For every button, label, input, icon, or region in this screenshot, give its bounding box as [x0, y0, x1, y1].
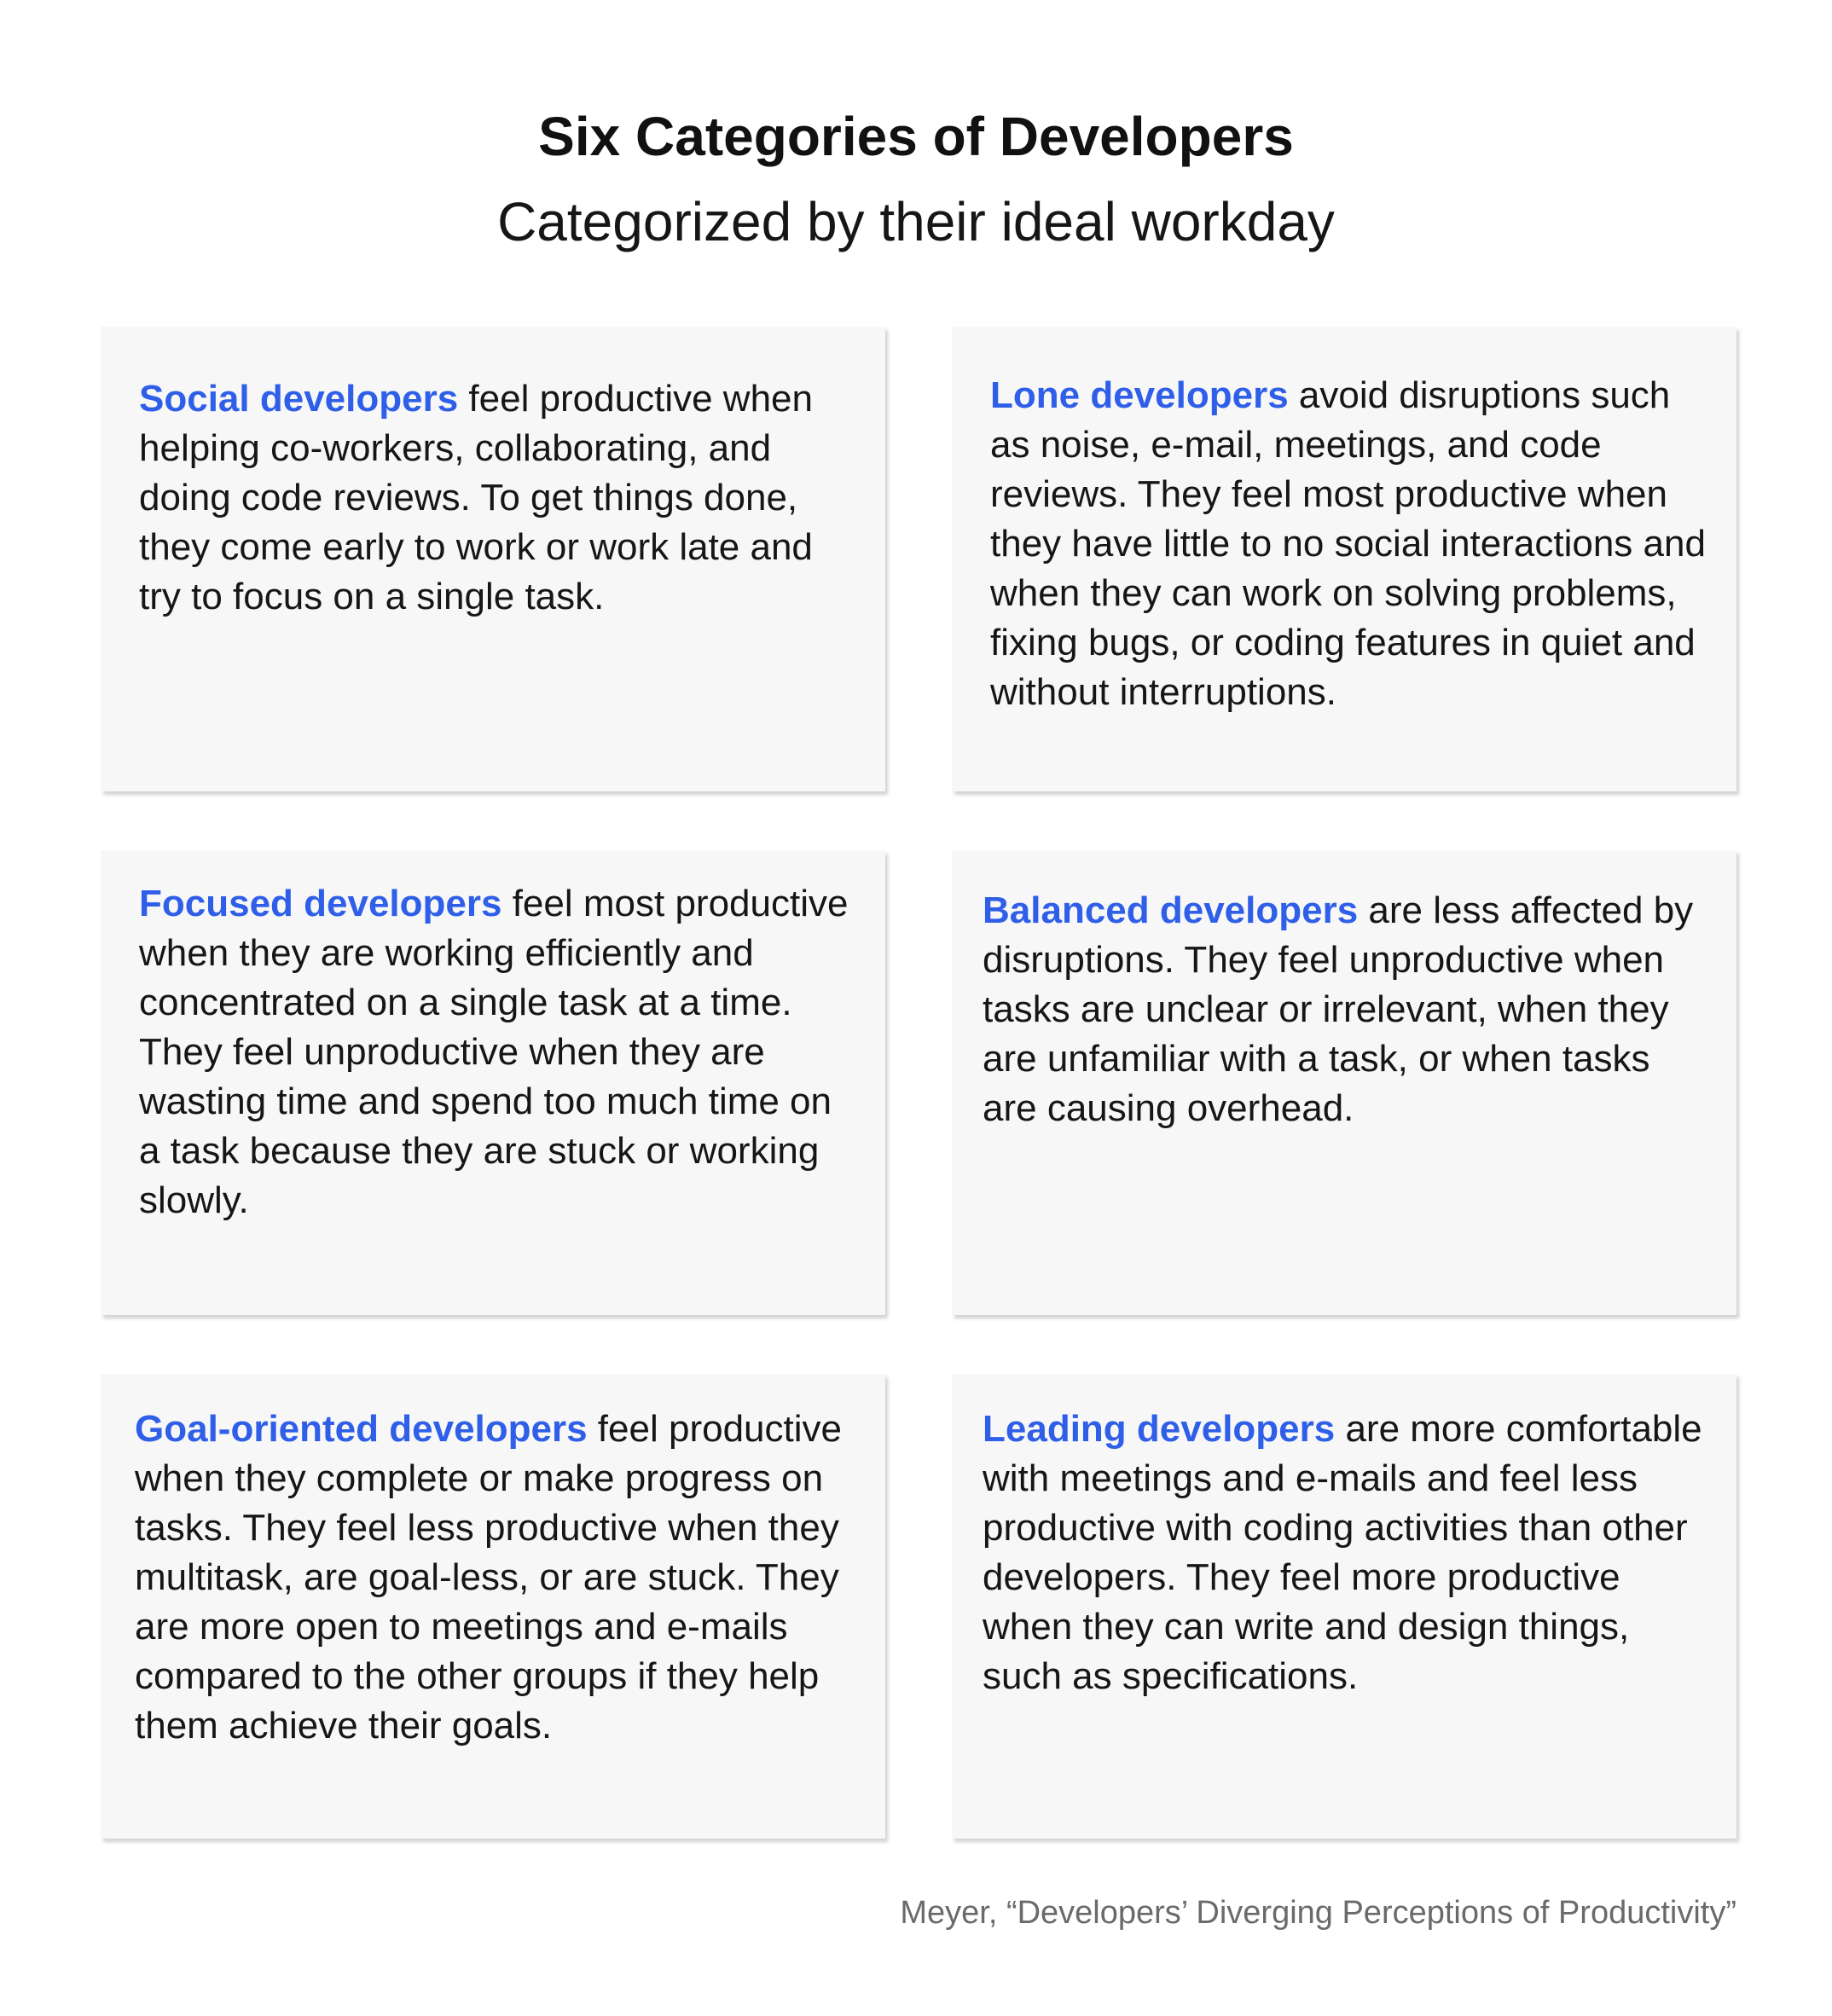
card-body [990, 371, 1706, 717]
card-body [139, 879, 851, 1225]
card-lone-developers [952, 327, 1736, 791]
card-highlight: Leading developers [983, 1408, 1336, 1450]
card-highlight: Focused developers [139, 883, 502, 924]
card-description: are more comfortable with meetings and e-mails and feel less productive with coding activities than other developers. They feel more productive when they can write and design things, such as specifications. [983, 1408, 1702, 1697]
card-highlight: Social developers [139, 378, 459, 420]
card-leading-developers [952, 1374, 1736, 1839]
card-highlight: Balanced developers [983, 889, 1359, 931]
card-highlight: Lone developers [990, 374, 1289, 416]
card-description: are less affected by disruptions. They feel unproductive when tasks are unclear or irrelevant, when they are unfamiliar with a task, or when tasks are causing overhead. [983, 889, 1694, 1129]
card-description: feel most productive when they are working efficiently and concentrated on a single task at a time. They feel unproductive when they are wasting time and spend too much time on a task because they are stuck or working slowly. [139, 883, 849, 1221]
card-balanced-developers [952, 850, 1736, 1315]
card-body [139, 374, 851, 622]
page-title: Six Categories of Developers [538, 106, 1294, 167]
card-body [983, 886, 1702, 1133]
source-citation: Meyer, “Developers’ Diverging Perceptions of Productivity” [900, 1895, 1736, 1931]
card-description: feel productive when they complete or make progress on tasks. They feel less productive when they multitask, are goal-less, or are stuck. They are more open to meetings and e-mails compared to the other groups if they help them achieve their goals. [135, 1408, 842, 1747]
card-description: feel productive when helping co-workers, collaborating, and doing code reviews. To get things done, they come early to work or work late and try to focus on a single task. [139, 378, 813, 617]
card-focused-developers [101, 850, 885, 1315]
card-body [983, 1405, 1711, 1701]
card-description: avoid disruptions such as noise, e-mail, meetings, and code reviews. They feel most productive when they have little to no social interactions and when they can work on solving problems, fixing bugs, or coding features in quiet and without interruptions. [990, 374, 1706, 713]
card-highlight: Goal-oriented developers [135, 1408, 588, 1450]
page-subtitle: Categorized by their ideal workday [497, 191, 1335, 252]
card-social-developers [101, 327, 885, 791]
card-body [135, 1405, 860, 1751]
card-goal-oriented-developers [101, 1374, 885, 1839]
